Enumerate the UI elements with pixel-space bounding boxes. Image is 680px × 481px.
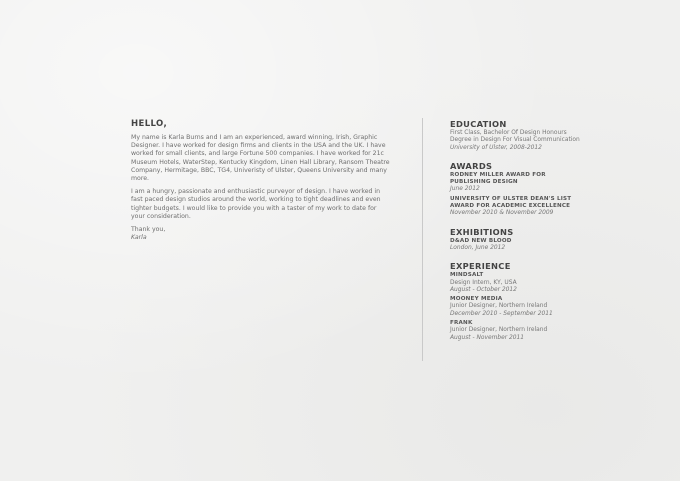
cv-column — [450, 119, 625, 351]
exhibition-detail: London, June 2012 — [450, 244, 506, 251]
experience-role: Design Intern, KY, USA — [450, 279, 517, 286]
education-institution: University of Ulster, 2008-2012 — [450, 144, 542, 151]
exhibition-item — [450, 238, 625, 253]
education-section — [450, 119, 625, 152]
experience-dates: December 2010 - September 2011 — [450, 310, 553, 317]
experience-item — [450, 272, 625, 294]
greeting-heading: HELLO, — [131, 119, 168, 129]
experience-section — [450, 261, 625, 342]
awards-section — [450, 161, 625, 218]
award-name: AWARD FOR ACADEMIC EXCELLENCE — [450, 203, 571, 210]
intro-column — [131, 119, 391, 242]
exhibitions-heading: EXHIBITIONS — [450, 226, 514, 237]
award-item — [450, 172, 625, 194]
award-name: RODNEY MILLER AWARD FOR — [450, 171, 546, 178]
closing-text: Thank you, — [131, 226, 166, 234]
education-line: First Class, Bachelor Of Design Honours — [450, 130, 567, 136]
experience-company: MOONEY MEDIA — [450, 296, 503, 303]
awards-heading: AWARDS — [450, 160, 493, 171]
award-item — [450, 196, 625, 218]
award-name: UNIVERSITY OF ULSTER DEAN'S LIST — [450, 195, 572, 202]
experience-company: MINDSALT — [450, 272, 484, 279]
experience-heading: EXPERIENCE — [450, 261, 511, 272]
experience-company: FRANK — [450, 320, 473, 327]
experience-item — [450, 296, 625, 318]
intro-paragraph-1: My name is Karla Burns and I am an experienced, award winning, Irish, Graphic Designer. I have worked for design firms and clients in the USA and the UK. I have worked for small clients, and large Fortune 500 companies. I have worked for 21c Museum Hotels, WaterStep, Kentucky Kingdom, Linen Hall Library, Ransom Theatre Company, Hermitage, BBC, TG4, Univeristy of Ulster, Queens University and many more. — [131, 134, 390, 183]
column-divider — [422, 118, 423, 361]
exhibition-name: D&AD NEW BLOOD — [450, 237, 512, 244]
signature-name: Karla — [131, 234, 147, 242]
education-line: Degree in Design For Visual Communication — [450, 137, 580, 144]
experience-role: Junior Designer, Northern Ireland — [450, 303, 548, 310]
experience-role: Junior Designer, Northern Ireland — [450, 327, 548, 334]
experience-dates: August - November 2011 — [450, 334, 524, 341]
award-name: PUBLISHING DESIGN — [450, 179, 518, 186]
award-date: June 2012 — [450, 186, 480, 193]
signoff — [131, 226, 391, 242]
experience-dates: August - October 2012 — [450, 286, 517, 293]
intro-paragraph-2: I am a hungry, passionate and enthusiastic purveyor of design. I have worked in fast paced design studios around the world, working to tight deadlines and even tighter budgets. I would like to provide you with a taster of my work to date for your consideration. — [131, 188, 381, 220]
experience-item — [450, 320, 625, 342]
education-heading: EDUCATION — [450, 119, 507, 129]
award-date: November 2010 & November 2009 — [450, 210, 554, 217]
exhibitions-section — [450, 227, 625, 253]
